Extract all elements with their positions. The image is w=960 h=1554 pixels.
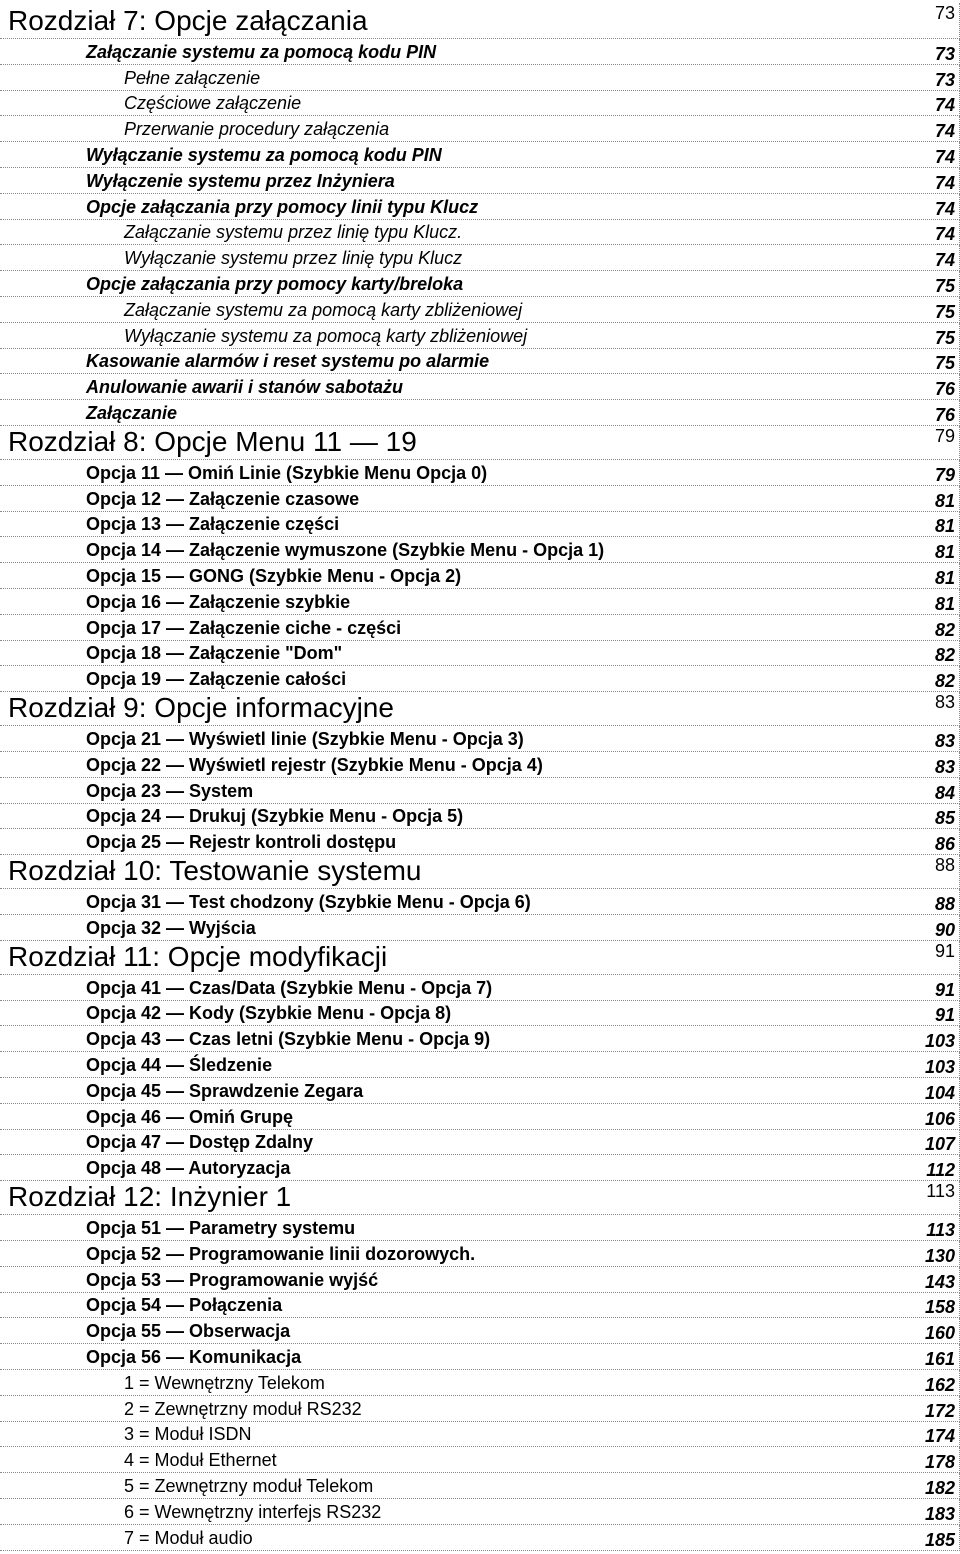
toc-entry[interactable] <box>0 1396 960 1422</box>
toc-page-number: 81 <box>934 490 955 511</box>
toc-chapter[interactable] <box>0 426 960 460</box>
toc-entry-title: Opcja 44 — Śledzenie <box>86 1054 273 1075</box>
toc-chapter[interactable] <box>0 855 960 889</box>
toc-page-number: 185 <box>924 1529 955 1550</box>
toc-entry[interactable] <box>0 400 960 426</box>
toc-page-number: 112 <box>926 1160 955 1181</box>
toc-entry-title: Opcja 15 — GONG (Szybkie Menu - Opcja 2) <box>86 565 462 586</box>
toc-page-number: 84 <box>934 782 955 803</box>
toc-page-number: 74 <box>934 172 955 193</box>
toc-entry-title: Opcja 48 — Autoryzacja <box>86 1158 291 1179</box>
toc-entry[interactable] <box>0 1499 960 1525</box>
toc-entry[interactable] <box>0 39 960 65</box>
toc-entry-title: Opcje załączania przy pomocy linii typu Klucz <box>86 196 479 217</box>
toc-entry[interactable] <box>0 915 960 941</box>
toc-page-number: 82 <box>934 645 955 666</box>
toc-entry-title: Rozdział 11: Opcje modyfikacji <box>8 940 388 972</box>
toc-page-number: 88 <box>934 855 955 876</box>
toc-page-number: 103 <box>924 1056 955 1077</box>
toc-entry-title: Wyłączanie systemu za pomocą kodu PIN <box>86 144 442 165</box>
toc-entry-title: Opcja 42 — Kody (Szybkie Menu - Opcja 8) <box>86 1003 452 1024</box>
toc-page-number: 82 <box>934 671 955 692</box>
toc-entry[interactable] <box>0 374 960 400</box>
toc-page-number: 76 <box>934 404 955 425</box>
toc-entry[interactable] <box>0 486 960 512</box>
toc-entry[interactable] <box>0 804 960 830</box>
toc-entry-title: Opcja 51 — Parametry systemu <box>86 1217 356 1238</box>
toc-page-number: 160 <box>924 1323 955 1344</box>
toc-entry-title: Opcja 19 — Załączenie całości <box>86 669 347 690</box>
toc-entry[interactable] <box>0 512 960 538</box>
toc-page-number: 74 <box>934 198 955 219</box>
toc-entry[interactable] <box>0 829 960 855</box>
toc-entry[interactable] <box>0 1241 960 1267</box>
toc-page-number: 79 <box>934 464 955 485</box>
toc-entry-title: 3 = Moduł ISDN <box>124 1424 252 1445</box>
toc-entry[interactable] <box>0 323 960 349</box>
toc-entry[interactable] <box>0 91 960 117</box>
toc-page-number: 161 <box>924 1348 955 1369</box>
toc-entry[interactable] <box>0 142 960 168</box>
toc-page-number: 106 <box>924 1108 955 1129</box>
toc-entry[interactable] <box>0 589 960 615</box>
toc-entry-title: 5 = Zewnętrzny moduł Telekom <box>124 1475 374 1496</box>
toc-entry-title: Opcja 52 — Programowanie linii dozorowych. <box>86 1243 476 1264</box>
toc-entry-title: Opcje załączania przy pomocy karty/breloka <box>86 273 464 294</box>
toc-page-number: 75 <box>934 301 955 322</box>
toc-entry-title: Opcja 11 — Omiń Linie (Szybkie Menu Opcja 0) <box>86 462 488 483</box>
toc-entry-title: Kasowanie alarmów i reset systemu po alarmie <box>86 351 490 372</box>
toc-entry[interactable] <box>0 1078 960 1104</box>
toc-entry-title: Rozdział 8: Opcje Menu 11 — 19 <box>8 426 417 457</box>
toc-entry[interactable] <box>0 1267 960 1293</box>
toc-page-number: 162 <box>924 1374 955 1395</box>
toc-page-number: 83 <box>934 730 955 751</box>
toc-entry-title: Opcja 43 — Czas letni (Szybkie Menu - Opcja 9) <box>86 1029 491 1050</box>
toc-page-number: 81 <box>934 593 955 614</box>
toc-entry[interactable] <box>0 297 960 323</box>
toc-entry-title: Opcja 32 — Wyjścia <box>86 917 256 938</box>
toc-entry[interactable] <box>0 1026 960 1052</box>
toc-page-number: 74 <box>934 224 955 245</box>
toc-entry-title: Opcja 18 — Załączenie "Dom" <box>86 643 343 664</box>
toc-page-number: 74 <box>934 121 955 142</box>
toc-entry-title: Opcja 31 — Test chodzony (Szybkie Menu - Opcja 6) <box>86 891 531 912</box>
toc-entry-title: Wyłączanie systemu za pomocą karty zbliżeniowej <box>124 325 528 346</box>
toc-page-number: 83 <box>934 692 955 713</box>
toc-entry[interactable] <box>0 1130 960 1156</box>
toc-entry[interactable] <box>0 1155 960 1181</box>
toc-page-number: 73 <box>934 3 955 23</box>
toc-chapter[interactable] <box>0 941 960 975</box>
toc-page-number: 103 <box>924 1031 955 1052</box>
toc-entry[interactable] <box>0 1344 960 1370</box>
toc-entry-title: Opcja 17 — Załączenie ciche - części <box>86 617 402 638</box>
toc-page-number: 174 <box>924 1426 955 1447</box>
toc-page-number: 86 <box>934 834 955 855</box>
toc-entry-title: Opcja 23 — System <box>86 780 254 801</box>
dotted-separator <box>0 1550 960 1551</box>
toc-entry[interactable] <box>0 778 960 804</box>
toc-entry-title: Anulowanie awarii i stanów sabotażu <box>86 377 404 398</box>
toc-entry[interactable] <box>0 615 960 641</box>
toc-page-number: 183 <box>924 1503 955 1524</box>
toc-entry[interactable] <box>0 1052 960 1078</box>
toc-page-number: 75 <box>934 353 955 374</box>
toc-entry-title: Opcja 16 — Załączenie szybkie <box>86 591 351 612</box>
toc-entry-title: Opcja 46 — Omiń Grupę <box>86 1106 294 1127</box>
toc-entry-title: Częściowe załączenie <box>124 93 302 114</box>
toc-page-number: 91 <box>934 940 955 961</box>
toc-entry[interactable] <box>0 1447 960 1473</box>
toc-page-number: 88 <box>934 893 955 914</box>
toc-page-number: 113 <box>926 1219 955 1240</box>
toc-page-number: 91 <box>934 979 955 1000</box>
toc-entry[interactable] <box>0 194 960 220</box>
toc-page-number: 178 <box>924 1452 955 1473</box>
toc-page-number: 74 <box>934 146 955 167</box>
toc-page-number: 75 <box>934 275 955 296</box>
toc-entry-title: 7 = Moduł audio <box>124 1527 253 1548</box>
toc-page-number: 76 <box>934 379 955 400</box>
toc-entry[interactable] <box>0 975 960 1001</box>
toc-entry[interactable] <box>0 1473 960 1499</box>
toc-entry[interactable] <box>0 537 960 563</box>
toc-entry-title: Opcja 12 — Załączenie czasowe <box>86 488 360 509</box>
toc-entry[interactable] <box>0 271 960 297</box>
toc-entry-title: Opcja 25 — Rejestr kontroli dostępu <box>86 832 397 853</box>
toc-entry-title: 6 = Wewnętrzny interfejs RS232 <box>124 1501 382 1522</box>
toc-page-number: 158 <box>924 1297 955 1318</box>
toc-entry-title: Pełne załączenie <box>124 67 261 88</box>
toc-page-number: 172 <box>924 1400 955 1421</box>
toc-entry-title: 2 = Zewnętrzny moduł RS232 <box>124 1398 362 1419</box>
toc-entry[interactable] <box>0 1525 960 1551</box>
toc-entry-title: Załączanie <box>86 402 178 423</box>
toc-entry-title: Przerwanie procedury załączenia <box>124 119 390 140</box>
toc-page-number: 73 <box>934 69 955 90</box>
toc-entry-title: Opcja 56 — Komunikacja <box>86 1346 302 1367</box>
toc-entry-title: Opcja 41 — Czas/Data (Szybkie Menu - Opcja 7) <box>86 977 493 998</box>
toc-entry[interactable] <box>0 1001 960 1027</box>
toc-entry-title: Opcja 21 — Wyświetl linie (Szybkie Menu - Opcja 3) <box>86 728 524 749</box>
toc-entry[interactable] <box>0 168 960 194</box>
toc-entry-title: Rozdział 12: Inżynier 1 <box>8 1181 292 1213</box>
toc-page-number: 82 <box>934 619 955 640</box>
toc-entry[interactable] <box>0 1104 960 1130</box>
toc-entry-title: Opcja 45 — Sprawdzenie Zegara <box>86 1080 364 1101</box>
toc-page-number: 79 <box>934 426 955 446</box>
toc-page-number: 143 <box>924 1271 955 1292</box>
toc-entry-title: Rozdział 7: Opcje załączania <box>8 5 368 36</box>
toc-entry-title: Opcja 54 — Połączenia <box>86 1295 283 1316</box>
toc-entry-title: Wyłączanie systemu przez linię typu Klucz <box>124 248 463 269</box>
toc-entry[interactable] <box>0 563 960 589</box>
toc-page-number: 104 <box>924 1082 955 1103</box>
toc-entry[interactable] <box>0 1318 960 1344</box>
toc-page-number: 83 <box>934 756 955 777</box>
toc-entry[interactable] <box>0 245 960 271</box>
toc-entry[interactable] <box>0 116 960 142</box>
toc-page-number: 90 <box>934 919 955 940</box>
toc-entry[interactable] <box>0 460 960 486</box>
toc-entry[interactable] <box>0 65 960 91</box>
toc-chapter[interactable] <box>0 3 960 39</box>
toc-entry-title: Wyłączenie systemu przez Inżyniera <box>86 170 395 191</box>
toc-entry-title: Opcja 13 — Załączenie części <box>86 514 340 535</box>
toc-page-number: 91 <box>934 1005 955 1026</box>
toc-chapter[interactable] <box>0 1181 960 1215</box>
toc-entry-title: Opcja 55 — Obserwacja <box>86 1321 291 1342</box>
toc-entry[interactable] <box>0 1293 960 1319</box>
toc-page-number: 85 <box>934 808 955 829</box>
toc-entry[interactable] <box>0 752 960 778</box>
toc-page-number: 81 <box>934 516 955 537</box>
toc-entry-title: Załączanie systemu za pomocą kodu PIN <box>86 41 437 62</box>
toc-entry[interactable] <box>0 1370 960 1396</box>
toc-entry-title: Opcja 53 — Programowanie wyjść <box>86 1269 379 1290</box>
toc-entry-title: Rozdział 9: Opcje informacyjne <box>8 692 394 724</box>
toc-entry[interactable] <box>0 220 960 246</box>
toc-entry[interactable] <box>0 889 960 915</box>
toc-page-number: 73 <box>934 43 955 64</box>
toc-chapter[interactable] <box>0 692 960 726</box>
toc-entry-title: 1 = Wewnętrzny Telekom <box>124 1372 325 1393</box>
toc-entry-title: 4 = Moduł Ethernet <box>124 1450 277 1471</box>
toc-entry[interactable] <box>0 666 960 692</box>
toc-entry[interactable] <box>0 726 960 752</box>
toc-entry-title: Załączanie systemu za pomocą karty zbliżeniowej <box>124 299 523 320</box>
toc-page-number: 130 <box>924 1245 955 1266</box>
toc-page-number: 113 <box>926 1181 955 1202</box>
toc-page-number: 81 <box>934 567 955 588</box>
toc-entry[interactable] <box>0 1215 960 1241</box>
toc-entry-title: Opcja 24 — Drukuj (Szybkie Menu - Opcja 5) <box>86 806 464 827</box>
toc-entry-title: Załączanie systemu przez linię typu Klucz. <box>124 222 463 243</box>
toc-entry[interactable] <box>0 1422 960 1448</box>
toc-page-number: 75 <box>934 327 955 348</box>
toc-entry-title: Rozdział 10: Testowanie systemu <box>8 855 422 887</box>
toc-entry-title: Opcja 14 — Załączenie wymuszone (Szybkie Menu - Opcja 1) <box>86 540 605 561</box>
toc-entry-title: Opcja 22 — Wyświetl rejestr (Szybkie Menu - Opcja 4) <box>86 754 543 775</box>
toc-entry-title: Opcja 47 — Dostęp Zdalny <box>86 1132 314 1153</box>
toc-entry[interactable] <box>0 349 960 375</box>
toc-page-number: 107 <box>924 1134 955 1155</box>
toc-page-number: 74 <box>934 95 955 116</box>
toc-page-number: 182 <box>924 1477 955 1498</box>
toc-page-number: 74 <box>934 250 955 271</box>
toc-entry[interactable] <box>0 641 960 667</box>
toc-page-number: 81 <box>934 542 955 563</box>
